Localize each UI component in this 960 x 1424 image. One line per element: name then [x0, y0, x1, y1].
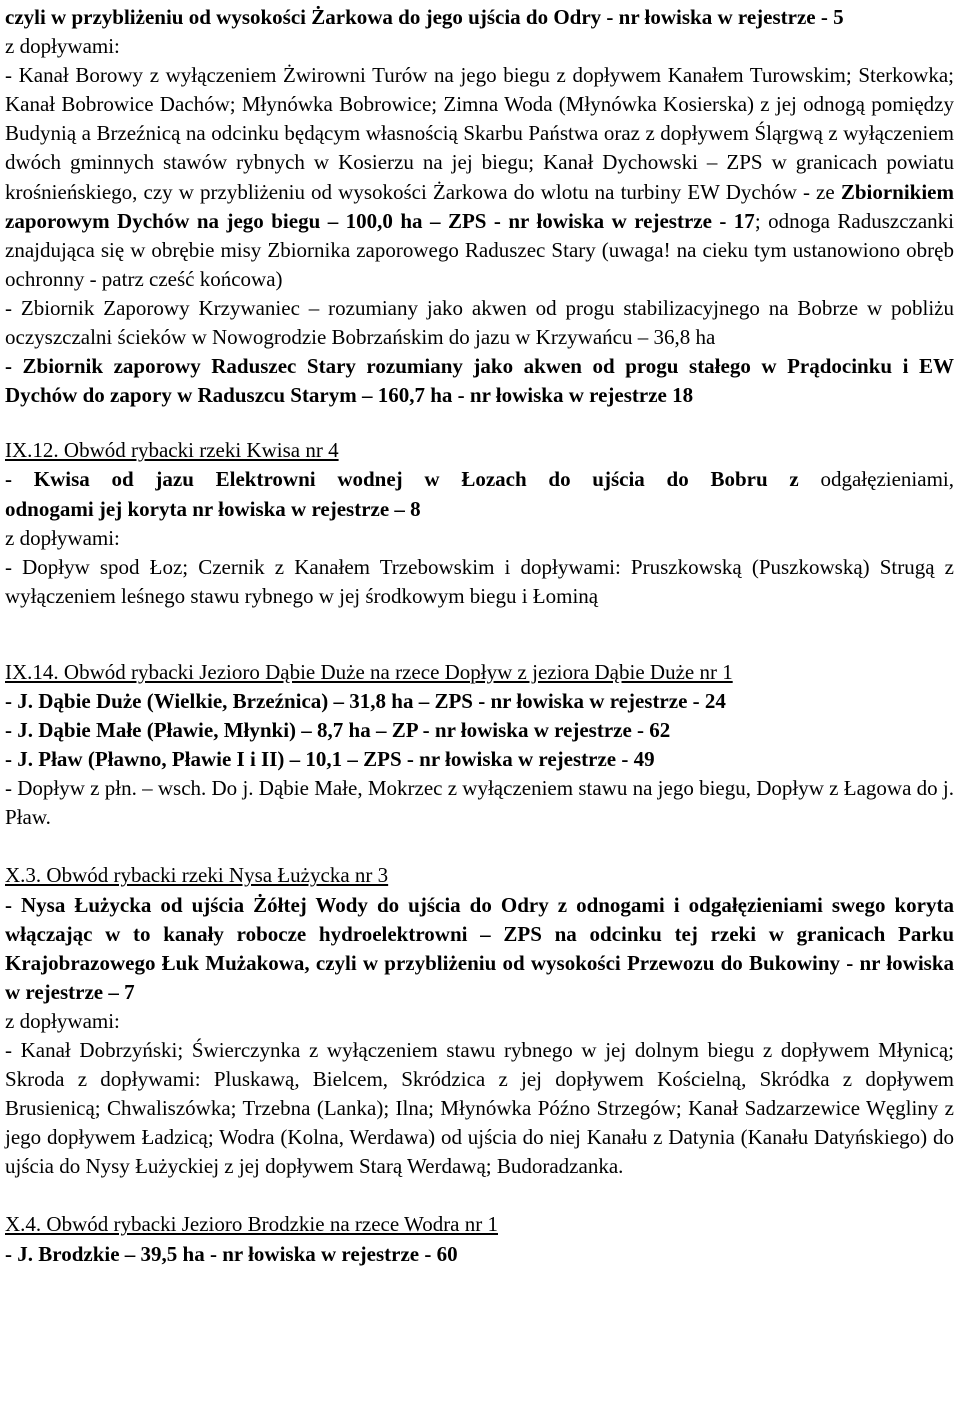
lake-dabie-duze: - J. Dąbie Duże (Wielkie, Brzeźnica) – 31,8 ha – ZPS - nr łowiska w rejestrze - 24 [5, 688, 726, 713]
paragraph-kwisa-tributaries: - Dopływ spod Łoz; Czernik z Kanałem Trzebowskim i dopływami: Pruszkowską (Puszkowską) Strugą z wyłączeniem leśnego stawu rybnego w jej środkowym biegu i Łominą [5, 554, 954, 608]
tributaries-label-x3: z dopływami: [5, 1008, 120, 1033]
spacer [5, 611, 954, 640]
paragraph-zarkowa-intro: czyli w przybliżeniu od wysokości Żarkowa do jego ujścia do Odry - nr łowiska w rejestrze - 5 [5, 5, 844, 29]
paragraph-krzywaniec: - Zbiornik Zaporowy Krzywaniec – rozumiany jako akwen od progu stabilizacyjnego na Bobrze w pobliżu oczyszczalni ścieków w Nowogrodzie Bobrzańskim do jazu w Krzywańcu – 36,8 ha [5, 295, 954, 350]
paragraph-nysa-tributaries: - Kanał Dobrzyński; Świerczynka z wyłączeniem stawu rybnego w jej dolnym biegu z dopływem Młynicą; Skroda z dopływami: Pluskawą, Bielcem, Skródzica z jej dopływem Kościelną, Skródka z dopływem Brusienicą; Chwaliszówka; Trzebna (Lanka); Ilna; Młynówka Późno Strzegów; Kanał Sadzarzewice Węgliny z jego dopływem Ładzicą; Wodra (Kolna, Werdawa) od ujścia do niej Kanału z Datynia (Kanału Datyńskiego) do ujścia do Nysy Łużyckiej z jej dopływem Starą Werdawą; Budoradzanka. [5, 1038, 954, 1179]
section-heading-ix14: IX.14. Obwód rybacki Jezioro Dąbie Duże na rzece Dopływ z jeziora Dąbie Duże nr 1 [5, 659, 733, 684]
spacer [5, 410, 954, 436]
lake-dabie-male: - J. Dąbie Małe (Pławie, Młynki) – 8,7 ha – ZP - nr łowiska w rejestrze - 62 [5, 718, 671, 743]
section-heading-x4: X.4. Obwód rybacki Jezioro Brodzkie na rzece Wodra nr 1 [5, 1212, 498, 1237]
reservoir-dychow-text: Zbiornikiem zaporowym Dychów na jego biegu – 100,0 ha – ZPS - nr łowiska w rejestrze - 17 [5, 179, 954, 233]
paragraph-nysa-main: - Nysa Łużycka od ujścia Żółtej Wody do ujścia do Odry z odnogami i odgałęzieniami swego koryta włączając w to kanały robocze hydroelektrowni – ZPS na odcinku tej rzeki w granicach Parku Krajobrazowego Łuk Mużakowa, czyli w przybliżeniu od wysokości Przewozu do Bukowiny - nr łowiska w rejestrze – 7 [5, 892, 954, 1004]
tributaries-label: z dopływami: [5, 34, 120, 59]
section-heading-ix12: IX.12. Obwód rybacki rzeki Kwisa nr 4 [5, 438, 339, 463]
paragraph-tributaries-bobr [5, 61, 954, 294]
tributaries-label-ix12: z dopływami: [5, 525, 120, 550]
lake-plaw: - J. Pław (Pławno, Pławie I i II) – 10,1 – ZPS - nr łowiska w rejestrze - 49 [5, 747, 655, 772]
paragraph-kwisa-main-2: odnogami jej koryta nr łowiska w rejestrze – 8 [5, 496, 421, 521]
raduszczanka-text: ; odnoga Raduszczanki znajdująca się w obrębie misy Zbiornika zaporowego Raduszec Stary (uwaga! na cieku tym ustanowiono obręb ochronny - patrz cześć końcowa) [5, 208, 954, 291]
paragraph-ix14-tributaries: - Dopływ z płn. – wsch. Do j. Dąbie Małe, Mokrzec z wyłączeniem stawu na jego biegu, Dopływ z Łagowa do j. Pław. [5, 776, 954, 830]
spacer [5, 832, 954, 861]
document-body [5, 3, 954, 1269]
spacer [5, 1181, 954, 1210]
lake-brodzkie: - J. Brodzkie – 39,5 ha - nr łowiska w rejestrze - 60 [5, 1241, 458, 1266]
kwisa-normal-text: odgałęzieniami, [798, 467, 955, 492]
tributaries-text: - Kanał Borowy z wyłączeniem Żwirowni Turów na jego biegu z dopływem Kanałem Turowskim; Sterkowka; Kanał Bobrowice Dachów; Młynówka Bobrowice; Zimna Woda (Młynówka Kosierska) z jej odnogą pomiędzy Budynią a Brzeźnicą na odcinku będącym własnością Skarbu Państwa oraz z dopływem Śląrgwą z wyłączeniem dwóch gminnych stawów rybnych w Kosierzu na jej biegu; Kanał Dychowski – ZPS w granicach powiatu krośnieńskiego, czy w przybliżeniu od wysokości Żarkowa do wlotu na turbiny EW Dychów - ze [5, 63, 954, 204]
section-heading-x3: X.3. Obwód rybacki rzeki Nysa Łużycka nr 3 [5, 863, 389, 888]
paragraph-kwisa-main [5, 465, 954, 494]
paragraph-raduszec: - Zbiornik zaporowy Raduszec Stary rozumiany jako akwen od progu stałego w Prądocinku i EW Dychów do zapory w Raduszcu Starym – 160,7 ha - nr łowiska w rejestrze 18 [5, 354, 954, 408]
kwisa-bold-text: - Kwisa od jazu Elektrowni wodnej w Łozach do ujścia do Bobru z [5, 467, 799, 492]
spacer [5, 640, 954, 658]
